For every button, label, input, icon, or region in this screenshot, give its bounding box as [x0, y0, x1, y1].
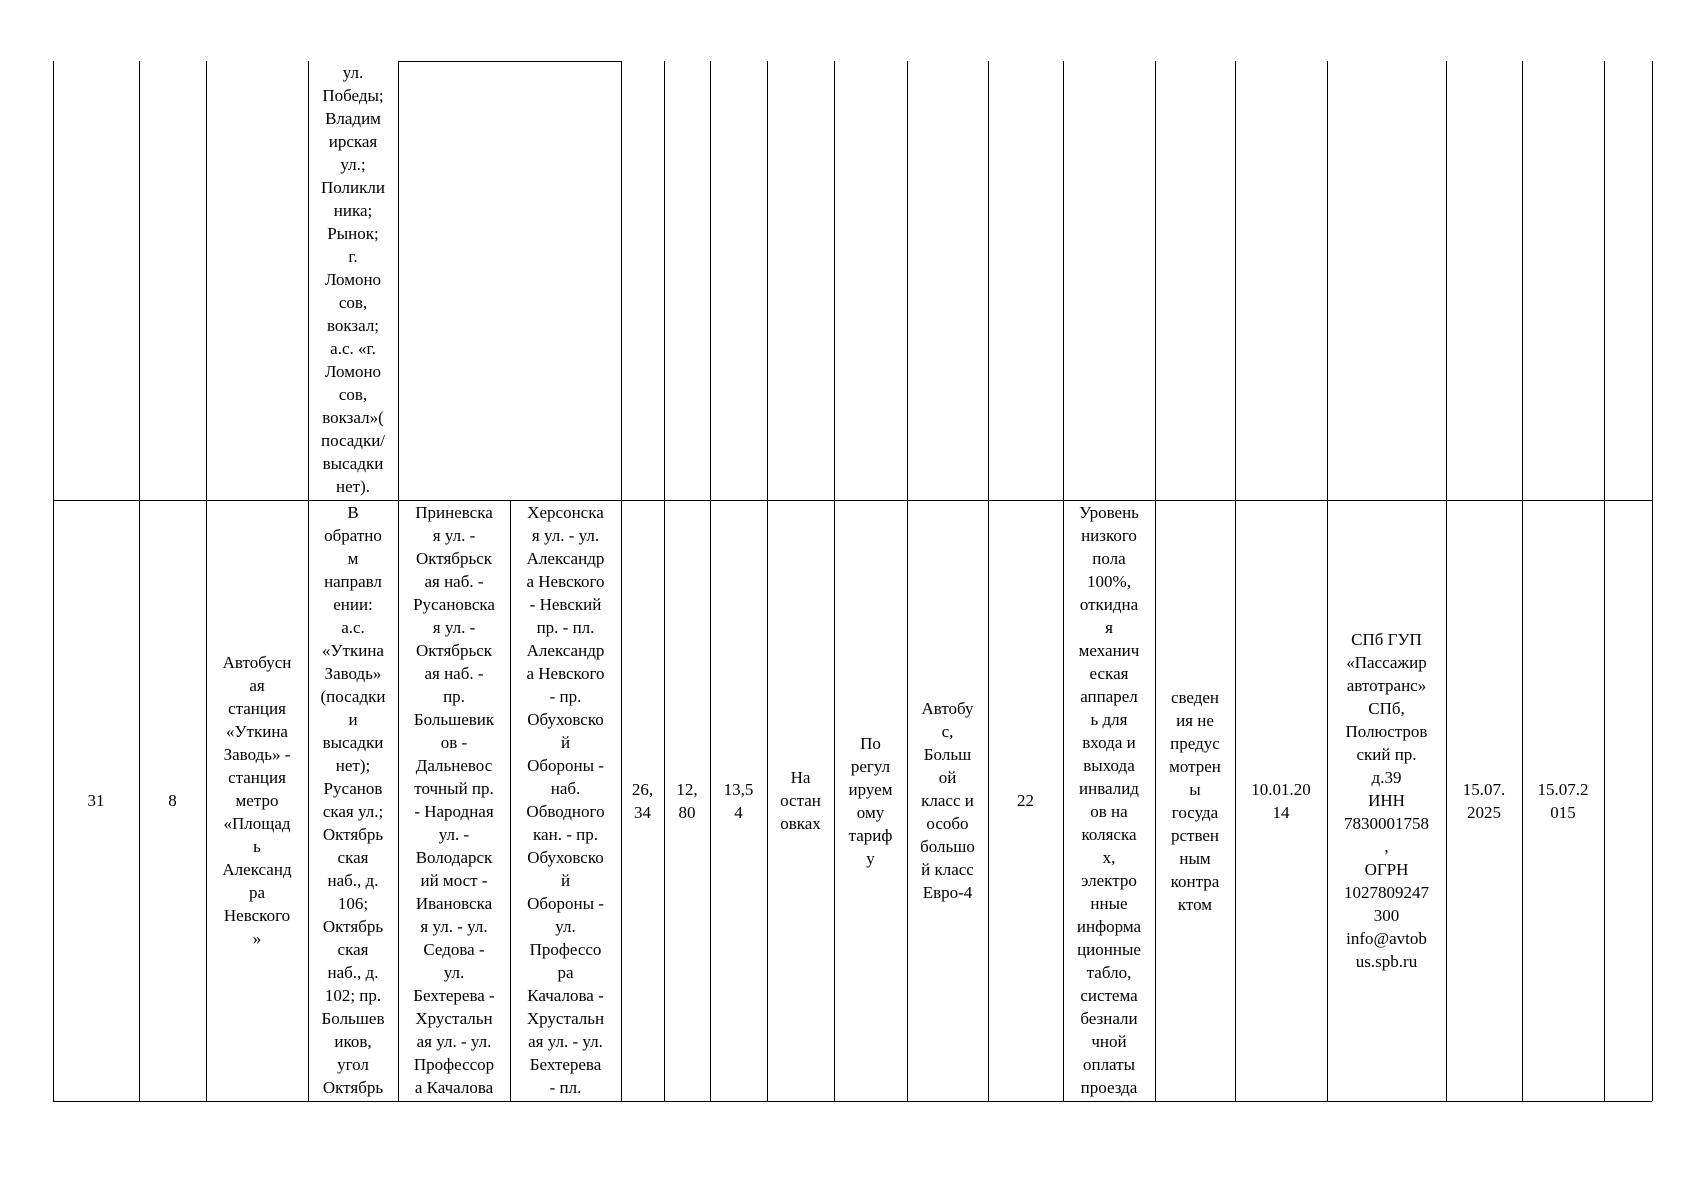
features-cell: Уровень низкого пола 100%, откидна я механич еская аппарел ь для входа и выхода инвалид ов на коляска х, электро нные информа ционные табло, система безнали чной оплаты проезда [1076, 503, 1142, 1097]
date-1: 15.07. 2025 [1462, 779, 1506, 822]
route-name-cell [206, 500, 308, 1101]
date-2: 15.07.2 015 [1537, 779, 1589, 822]
start-date-cell [1235, 500, 1327, 1101]
length-back: 12, 80 [676, 779, 698, 822]
vehicle-count: 22 [1017, 791, 1034, 810]
length-forward: 26, 34 [631, 779, 654, 822]
length-total-cell [710, 500, 767, 1101]
length-back-cell [664, 500, 710, 1101]
row-number: 31 [87, 791, 105, 810]
vehicle-count-cell [988, 500, 1063, 1101]
length-total: 13,5 4 [723, 779, 754, 822]
column-line [1604, 61, 1605, 1101]
contract-cell [1155, 500, 1235, 1101]
vehicle-cell [907, 500, 988, 1101]
table-bottom-border [53, 1101, 1652, 1102]
tariff: По регул ируем ому тариф у [848, 733, 893, 868]
route-name: Автобусн ая станция «Уткина Заводь» - станция метро «Площад ь Александ ра Невского » [222, 653, 292, 948]
stops-cell: В обратно м направл ении: а.с. «Уткина Заводь» (посадки и высадки нет); Русанов ская ул.; Октябрь ская наб., д. 106; Октябрь ская наб., д. 102; пр. Большев иков, угол Октябрь [320, 503, 386, 1097]
length-forward-cell [621, 500, 664, 1101]
carrier-cell [1327, 500, 1446, 1101]
route-registry-table [53, 61, 1652, 1101]
carrier: СПб ГУП «Пассажир автотранс» СПб, Полюстров ский пр. д.39 ИНН 7830001758 , ОГРН 1027809247 300 info@avtob us.spb.ru [1344, 630, 1429, 971]
stop-order-cell [767, 500, 834, 1101]
date-1-cell [1446, 500, 1522, 1101]
row-number-cell [53, 500, 139, 1101]
streets-back-cell: Херсонска я ул. - ул. Александр а Невского - Невский пр. - пл. Александр а Невского - пр. Обуховско й Обороны - наб. Обводного кан. - пр. Обуховско й Обороны - ул. Профессо ра Качалова - Хрустальн ая ул. - ул. Бехтерева - пл. [526, 503, 605, 1097]
stop-order: На остан овках [780, 768, 821, 833]
streets-forward-cell: Приневска я ул. - Октябрьск ая наб. - Русановска я ул. - Октябрьск ая наб. - пр. Большевик ов - Дальневос точный пр. - Народная ул. - Володарск ий мост - Ивановска я ул. - ул. Седова - ул. Бехтерева - Хрустальн ая ул. - ул. Профессор а Качалова [413, 503, 495, 1097]
start-date: 10.01.20 14 [1251, 779, 1311, 822]
column-line [1652, 61, 1653, 1101]
vehicle: Автобу с, Больш ой класс и особо большо й класс Евро-4 [920, 699, 975, 902]
route-number: 8 [168, 791, 177, 810]
date-2-cell [1522, 500, 1604, 1101]
empty-cell-top-border [398, 61, 621, 62]
contract: сведен ия не предус мотрен ы госуда рствен ным контра ктом [1169, 687, 1221, 914]
tariff-cell [834, 500, 907, 1101]
route-number-cell [139, 500, 206, 1101]
stops-continued-cell: ул. Победы; Владим ирская ул.; Поликли ника; Рынок; г. Ломоно сов, вокзал; а.с. «г. Ломоно сов, вокзал»( посадки/ высадки нет). [320, 63, 386, 496]
